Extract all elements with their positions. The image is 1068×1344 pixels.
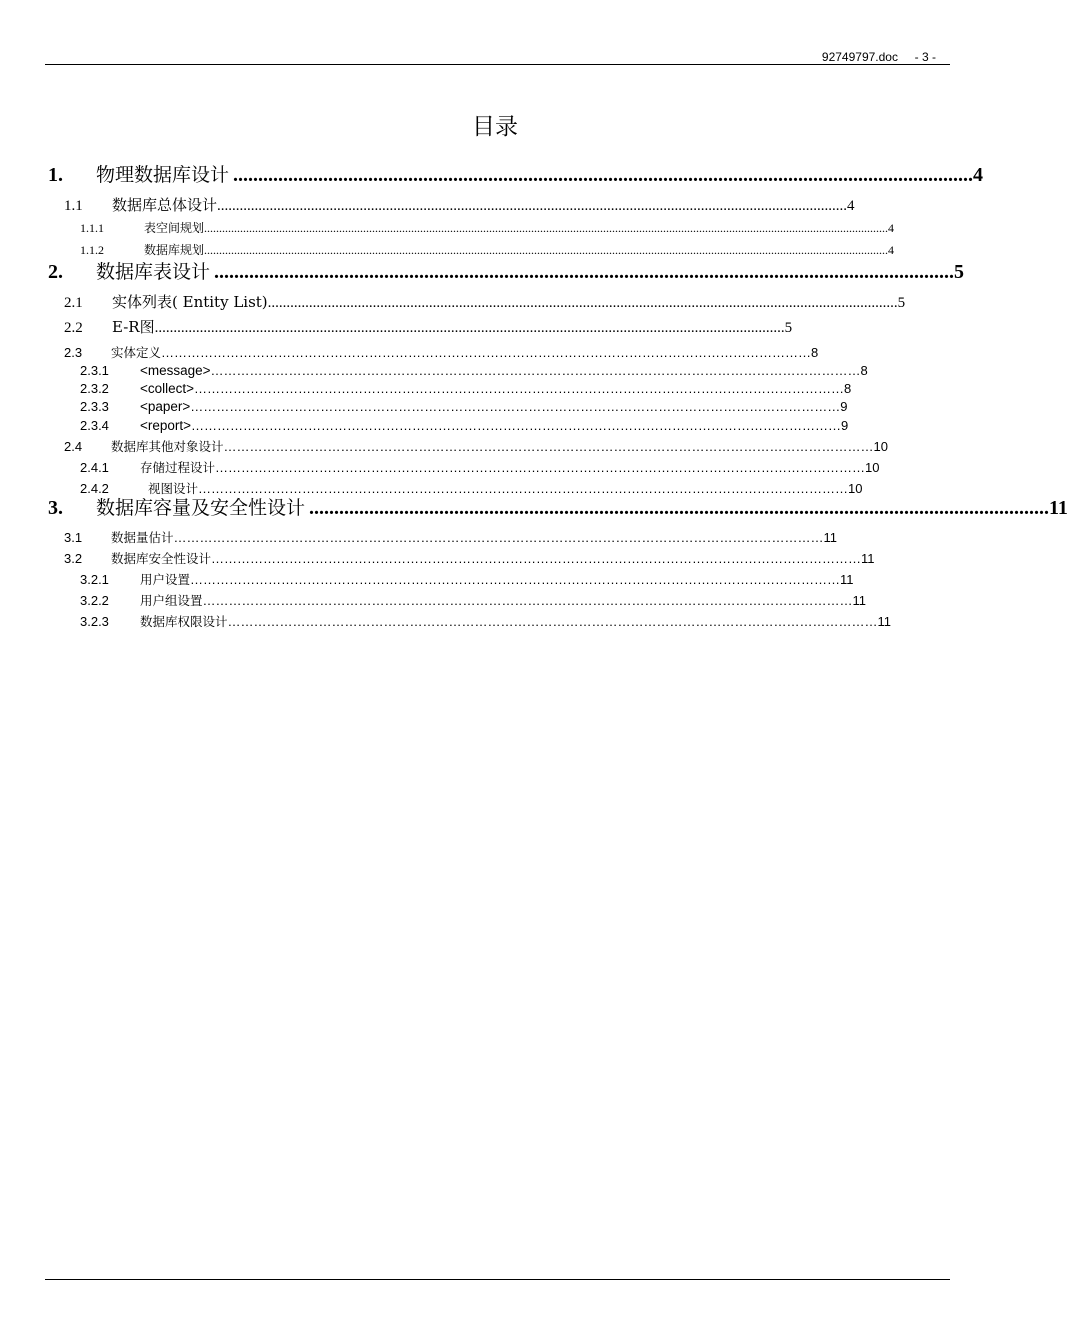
dot-leader: …………………………………………………………………………………………………………………………………… <box>202 593 853 608</box>
toc-entry-number: 1. <box>48 164 63 186</box>
dot-leader: ........................................................................................................................................................................ <box>267 295 898 311</box>
toc-entry-number: 2.3.1 <box>80 363 109 378</box>
toc-entry-page: 4 <box>888 243 895 257</box>
toc-entry-page: 4 <box>973 164 984 186</box>
dot-leader: .................................................................................................................................................................................................................................... <box>204 221 889 235</box>
toc-entry-page: 11 <box>861 551 875 566</box>
toc-entry-page: 10 <box>865 460 880 475</box>
toc-entry-1-1[interactable] <box>64 194 855 215</box>
toc-entry-number: 2.3.3 <box>80 399 109 414</box>
toc-entry-3-2-2[interactable] <box>80 591 867 609</box>
header-page-indicator: - 3 - <box>914 50 936 64</box>
toc-entry-1[interactable] <box>48 160 984 187</box>
toc-entry-label: <message> <box>140 363 211 378</box>
dot-leader: …………………………………………………………………………………………………………………………………… <box>194 381 845 396</box>
toc-entry-page: 9 <box>841 418 849 433</box>
dot-leader: …………………………………………………………………………………………………………………………………… <box>210 363 861 378</box>
toc-entry-page: 8 <box>844 381 852 396</box>
toc-entry-2-3-2[interactable] <box>80 381 852 396</box>
dot-leader: …………………………………………………………………………………………………………………………………… <box>190 572 841 587</box>
toc-entry-page: 8 <box>860 363 868 378</box>
dot-leader: .................................................................................................................................................... <box>214 261 955 283</box>
toc-entry-label: 数据库总体设计 <box>112 196 218 214</box>
toc-entry-label: <paper> <box>140 399 191 414</box>
toc-entry-label: 数据库其他对象设计 <box>111 439 224 454</box>
toc-entry-1-1-2[interactable] <box>80 241 895 258</box>
toc-entry-label: 数据库规划 <box>144 243 205 257</box>
dot-leader: …………………………………………………………………………………………………………………………………… <box>161 345 812 360</box>
toc-entry-label: 数据库容量及安全性设计 <box>96 497 306 519</box>
dot-leader: …………………………………………………………………………………………………………………………………… <box>215 460 866 475</box>
toc-entry-2-3[interactable] <box>64 343 819 361</box>
toc-entry-page: 8 <box>811 345 819 360</box>
toc-entry-1-1-1[interactable] <box>80 219 895 236</box>
toc-entry-3[interactable] <box>48 493 1068 520</box>
toc-entry-label: 数据库安全性设计 <box>111 551 212 566</box>
toc-entry-page: 11 <box>1049 497 1068 519</box>
dot-leader: …………………………………………………………………………………………………………………………………… <box>227 614 878 629</box>
toc-entry-2-3-3[interactable] <box>80 399 848 414</box>
toc-entry-page: 11 <box>852 593 867 608</box>
dot-leader: …………………………………………………………………………………………………………………………………… <box>198 481 849 496</box>
toc-entry-label: E-R图 <box>112 318 155 336</box>
toc-entry-number: 2. <box>48 261 63 283</box>
toc-entry-2-3-4[interactable] <box>80 418 849 433</box>
toc-entry-page: 5 <box>954 261 965 283</box>
toc-entry-label: 数据库权限设计 <box>140 614 228 629</box>
toc-entry-page: 5 <box>897 295 906 311</box>
dot-leader: …………………………………………………………………………………………………………………………………… <box>190 399 841 414</box>
toc-entry-number: 2.4.2 <box>80 481 109 496</box>
toc-entry-number: 2.3 <box>64 345 83 360</box>
toc-entry-label: 用户组设置 <box>140 593 203 608</box>
toc-entry-label: 用户设置 <box>140 572 191 587</box>
toc-entry-label: <collect> <box>140 381 195 396</box>
toc-entry-label: 表空间规划 <box>144 221 205 235</box>
toc-entry-label: 视图设计 <box>148 481 199 496</box>
toc-entry-number: 3.2.3 <box>80 614 109 629</box>
dot-leader: …………………………………………………………………………………………………………………………………… <box>223 439 874 454</box>
toc-entry-label: 数据库表设计 <box>96 261 211 283</box>
toc-entry-page: 11 <box>823 530 838 545</box>
toc-entry-label: 实体列表( Entity List) <box>112 293 268 311</box>
toc-title: 目录 <box>472 114 518 140</box>
toc-entry-page: 11 <box>877 614 892 629</box>
toc-entry-number: 3. <box>48 497 63 519</box>
dot-leader: …………………………………………………………………………………………………………………………………… <box>211 551 862 566</box>
header-filename: 92749797.doc <box>821 50 898 64</box>
toc-entry-number: 1.1.2 <box>80 243 104 257</box>
toc-entry-number: 3.1 <box>64 530 83 545</box>
dot-leader: .................................................................................................................................................... <box>309 497 1050 519</box>
toc-entry-number: 3.2.2 <box>80 593 109 608</box>
toc-entry-label: 实体定义 <box>111 345 162 360</box>
toc-entry-3-2[interactable] <box>64 549 875 567</box>
toc-entry-page: 11 <box>840 572 854 587</box>
dot-leader: …………………………………………………………………………………………………………………………………… <box>173 530 824 545</box>
toc-entry-number: 2.2 <box>64 320 83 336</box>
toc-entry-2-1[interactable] <box>64 291 906 312</box>
toc-entry-page: 4 <box>888 221 895 235</box>
footer-rule <box>45 1279 950 1280</box>
toc-entry-number: 3.2.1 <box>80 572 109 587</box>
header-rule <box>45 64 950 65</box>
toc-entry-3-2-3[interactable] <box>80 612 892 630</box>
toc-entry-2-4[interactable] <box>64 437 888 455</box>
toc-entry-number: 1.1.1 <box>80 221 104 235</box>
toc-entry-page: 9 <box>840 399 848 414</box>
toc-entry-page: 5 <box>784 320 793 336</box>
toc-entry-label: 物理数据库设计 <box>96 164 230 186</box>
toc-entry-number: 3.2 <box>64 551 83 566</box>
toc-entry-2[interactable] <box>48 257 965 284</box>
toc-entry-number: 2.4 <box>64 439 83 454</box>
toc-entry-number: 2.4.1 <box>80 460 109 475</box>
toc-entry-number: 2.3.4 <box>80 418 109 433</box>
toc-entry-3-1[interactable] <box>64 528 838 546</box>
toc-entry-number: 1.1 <box>64 198 83 214</box>
toc-entry-label: 存储过程设计 <box>140 460 216 475</box>
dot-leader: .................................................................................................................................................... <box>233 164 974 186</box>
toc-entry-page: 4 <box>847 198 855 214</box>
toc-entry-page: 10 <box>848 481 863 496</box>
toc-entry-2-4-1[interactable] <box>80 458 880 476</box>
toc-entry-page: 10 <box>873 439 888 454</box>
toc-entry-2-2[interactable] <box>64 316 793 337</box>
toc-entry-3-2-1[interactable] <box>80 570 854 588</box>
toc-entry-2-3-1[interactable] <box>80 363 868 378</box>
toc-entry-number: 2.1 <box>64 295 83 311</box>
dot-leader: ........................................................................................................................................................................ <box>154 320 785 336</box>
toc-entry-number: 2.3.2 <box>80 381 109 396</box>
dot-leader: ........................................................................................................................................................................ <box>217 198 848 214</box>
dot-leader: …………………………………………………………………………………………………………………………………… <box>191 418 842 433</box>
page-header <box>822 50 936 64</box>
toc-entry-label: <report> <box>140 418 192 433</box>
dot-leader: .................................................................................................................................................................................................................................... <box>204 243 889 257</box>
toc-entry-label: 数据量估计 <box>111 530 174 545</box>
